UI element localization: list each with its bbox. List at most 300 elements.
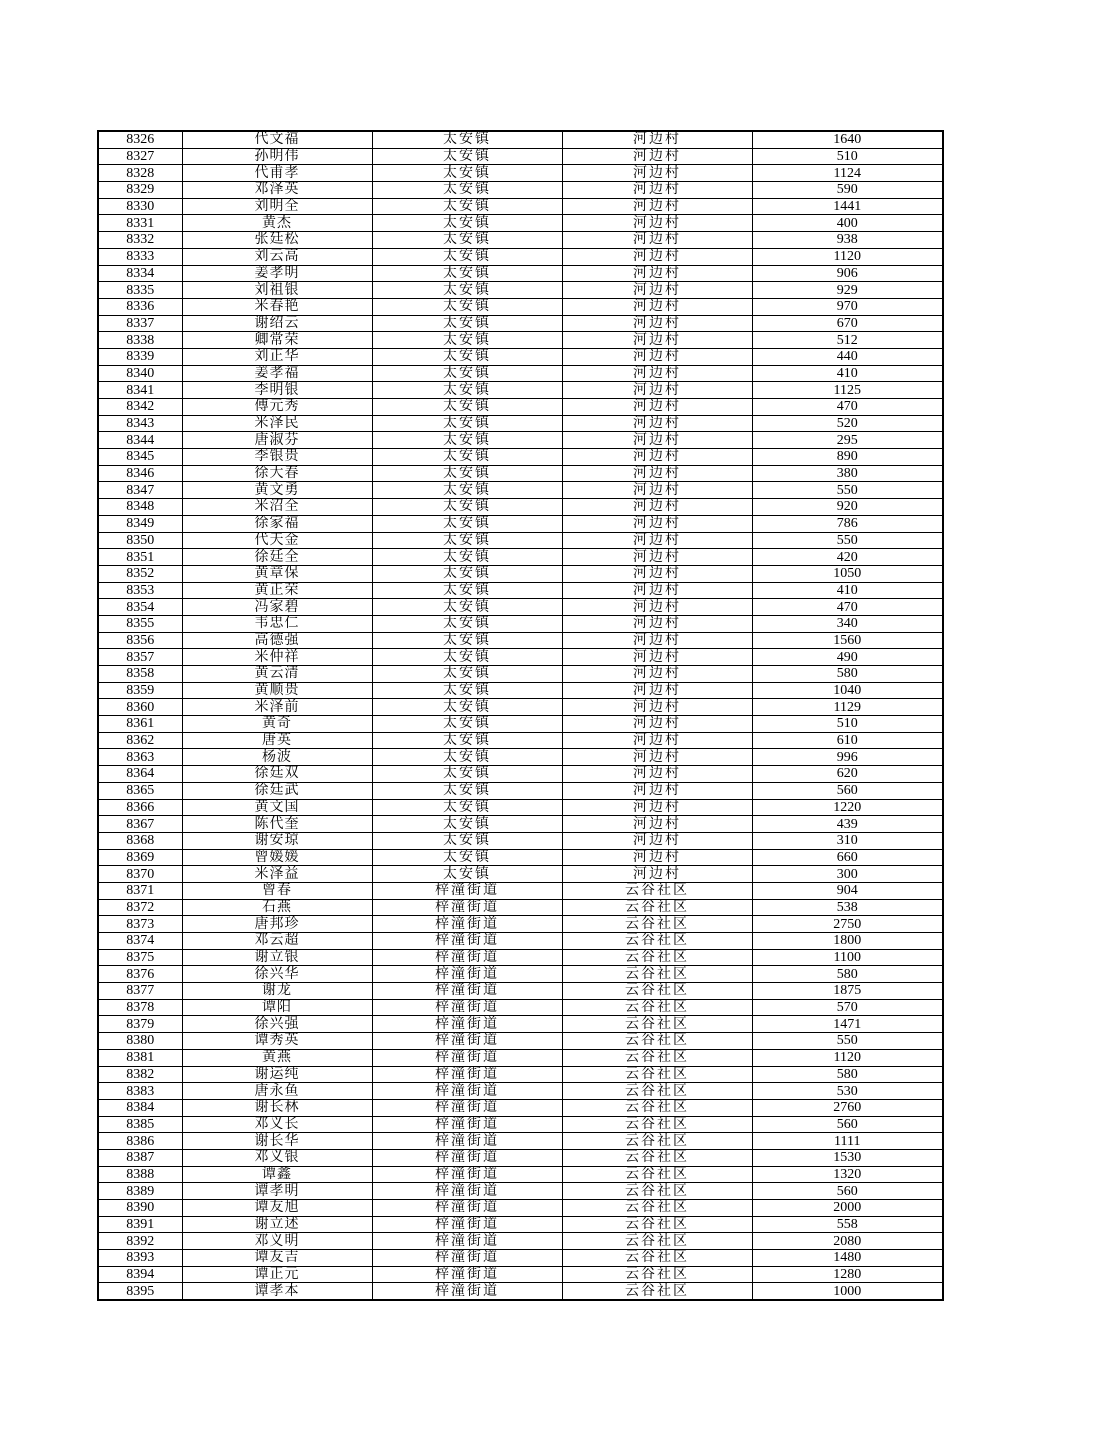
row-number-cell: 8380 bbox=[98, 1033, 182, 1050]
amount-cell: 560 bbox=[752, 1116, 943, 1133]
row-number-cell: 8384 bbox=[98, 1099, 182, 1116]
village-cell: 云谷社区 bbox=[562, 1250, 752, 1267]
town-cell: 太安镇 bbox=[372, 348, 562, 365]
name-cell: 黄云清 bbox=[182, 666, 372, 683]
village-cell: 云谷社区 bbox=[562, 983, 752, 1000]
row-number-cell: 8342 bbox=[98, 399, 182, 416]
name-cell: 谢绍云 bbox=[182, 315, 372, 332]
town-cell: 太安镇 bbox=[372, 298, 562, 315]
village-cell: 云谷社区 bbox=[562, 1116, 752, 1133]
town-cell: 梓潼街道 bbox=[372, 1033, 562, 1050]
row-number-cell: 8363 bbox=[98, 749, 182, 766]
amount-cell: 1640 bbox=[752, 131, 943, 148]
town-cell: 太安镇 bbox=[372, 365, 562, 382]
town-cell: 太安镇 bbox=[372, 515, 562, 532]
table-row bbox=[98, 849, 943, 866]
town-cell: 梓潼街道 bbox=[372, 882, 562, 899]
amount-cell: 1320 bbox=[752, 1166, 943, 1183]
row-number-cell: 8328 bbox=[98, 165, 182, 182]
village-cell: 河边村 bbox=[562, 732, 752, 749]
town-cell: 梓潼街道 bbox=[372, 1099, 562, 1116]
village-cell: 河边村 bbox=[562, 499, 752, 516]
amount-cell: 1120 bbox=[752, 248, 943, 265]
town-cell: 梓潼街道 bbox=[372, 1066, 562, 1083]
row-number-cell: 8371 bbox=[98, 882, 182, 899]
table-row bbox=[98, 1133, 943, 1150]
village-cell: 云谷社区 bbox=[562, 933, 752, 950]
amount-cell: 510 bbox=[752, 148, 943, 165]
table-row bbox=[98, 232, 943, 249]
town-cell: 太安镇 bbox=[372, 782, 562, 799]
name-cell: 黄燕 bbox=[182, 1049, 372, 1066]
row-number-cell: 8372 bbox=[98, 899, 182, 916]
amount-cell: 558 bbox=[752, 1216, 943, 1233]
town-cell: 太安镇 bbox=[372, 599, 562, 616]
amount-cell: 560 bbox=[752, 1183, 943, 1200]
row-number-cell: 8326 bbox=[98, 131, 182, 148]
village-cell: 河边村 bbox=[562, 215, 752, 232]
row-number-cell: 8346 bbox=[98, 465, 182, 482]
town-cell: 梓潼街道 bbox=[372, 999, 562, 1016]
amount-cell: 904 bbox=[752, 882, 943, 899]
row-number-cell: 8391 bbox=[98, 1216, 182, 1233]
table-row bbox=[98, 1116, 943, 1133]
village-cell: 河边村 bbox=[562, 766, 752, 783]
row-number-cell: 8345 bbox=[98, 449, 182, 466]
town-cell: 太安镇 bbox=[372, 148, 562, 165]
row-number-cell: 8335 bbox=[98, 282, 182, 299]
amount-cell: 510 bbox=[752, 716, 943, 733]
table-row bbox=[98, 1216, 943, 1233]
village-cell: 河边村 bbox=[562, 749, 752, 766]
town-cell: 太安镇 bbox=[372, 248, 562, 265]
village-cell: 云谷社区 bbox=[562, 1200, 752, 1217]
town-cell: 梓潼街道 bbox=[372, 1016, 562, 1033]
village-cell: 云谷社区 bbox=[562, 1033, 752, 1050]
name-cell: 刘云高 bbox=[182, 248, 372, 265]
amount-cell: 400 bbox=[752, 215, 943, 232]
table-row bbox=[98, 1200, 943, 1217]
row-number-cell: 8343 bbox=[98, 415, 182, 432]
table-row bbox=[98, 816, 943, 833]
amount-cell: 310 bbox=[752, 832, 943, 849]
town-cell: 太安镇 bbox=[372, 666, 562, 683]
table-row bbox=[98, 1283, 943, 1300]
village-cell: 河边村 bbox=[562, 315, 752, 332]
town-cell: 太安镇 bbox=[372, 449, 562, 466]
town-cell: 梓潼街道 bbox=[372, 1149, 562, 1166]
village-cell: 河边村 bbox=[562, 632, 752, 649]
amount-cell: 890 bbox=[752, 449, 943, 466]
village-cell: 河边村 bbox=[562, 265, 752, 282]
village-cell: 云谷社区 bbox=[562, 1266, 752, 1283]
amount-cell: 580 bbox=[752, 966, 943, 983]
town-cell: 梓潼街道 bbox=[372, 1049, 562, 1066]
table-row bbox=[98, 182, 943, 199]
table-row bbox=[98, 615, 943, 632]
town-cell: 梓潼街道 bbox=[372, 1083, 562, 1100]
village-cell: 云谷社区 bbox=[562, 1149, 752, 1166]
row-number-cell: 8336 bbox=[98, 298, 182, 315]
town-cell: 太安镇 bbox=[372, 565, 562, 582]
village-cell: 河边村 bbox=[562, 832, 752, 849]
amount-cell: 1111 bbox=[752, 1133, 943, 1150]
data-table bbox=[97, 130, 944, 1301]
amount-cell: 538 bbox=[752, 899, 943, 916]
name-cell: 黄杰 bbox=[182, 215, 372, 232]
name-cell: 姜孝福 bbox=[182, 365, 372, 382]
town-cell: 梓潼街道 bbox=[372, 1216, 562, 1233]
row-number-cell: 8368 bbox=[98, 832, 182, 849]
village-cell: 河边村 bbox=[562, 582, 752, 599]
table-row bbox=[98, 499, 943, 516]
town-cell: 太安镇 bbox=[372, 165, 562, 182]
row-number-cell: 8341 bbox=[98, 382, 182, 399]
amount-cell: 420 bbox=[752, 549, 943, 566]
village-cell: 云谷社区 bbox=[562, 1283, 752, 1300]
table-row bbox=[98, 415, 943, 432]
table-row bbox=[98, 515, 943, 532]
village-cell: 河边村 bbox=[562, 799, 752, 816]
row-number-cell: 8389 bbox=[98, 1183, 182, 1200]
town-cell: 太安镇 bbox=[372, 432, 562, 449]
village-cell: 云谷社区 bbox=[562, 966, 752, 983]
table-row bbox=[98, 332, 943, 349]
amount-cell: 1050 bbox=[752, 565, 943, 582]
table-row bbox=[98, 749, 943, 766]
name-cell: 谢安琼 bbox=[182, 832, 372, 849]
row-number-cell: 8355 bbox=[98, 615, 182, 632]
village-cell: 河边村 bbox=[562, 365, 752, 382]
name-cell: 孙明伟 bbox=[182, 148, 372, 165]
amount-cell: 670 bbox=[752, 315, 943, 332]
table-row bbox=[98, 1149, 943, 1166]
table-row bbox=[98, 399, 943, 416]
amount-cell: 1441 bbox=[752, 198, 943, 215]
table-row bbox=[98, 131, 943, 148]
row-number-cell: 8382 bbox=[98, 1066, 182, 1083]
town-cell: 太安镇 bbox=[372, 182, 562, 199]
village-cell: 河边村 bbox=[562, 198, 752, 215]
table-row bbox=[98, 582, 943, 599]
row-number-cell: 8383 bbox=[98, 1083, 182, 1100]
row-number-cell: 8388 bbox=[98, 1166, 182, 1183]
village-cell: 河边村 bbox=[562, 131, 752, 148]
village-cell: 河边村 bbox=[562, 182, 752, 199]
village-cell: 河边村 bbox=[562, 549, 752, 566]
row-number-cell: 8354 bbox=[98, 599, 182, 616]
row-number-cell: 8362 bbox=[98, 732, 182, 749]
village-cell: 云谷社区 bbox=[562, 1066, 752, 1083]
amount-cell: 1125 bbox=[752, 382, 943, 399]
town-cell: 太安镇 bbox=[372, 482, 562, 499]
town-cell: 太安镇 bbox=[372, 732, 562, 749]
village-cell: 河边村 bbox=[562, 399, 752, 416]
amount-cell: 570 bbox=[752, 999, 943, 1016]
town-cell: 太安镇 bbox=[372, 399, 562, 416]
village-cell: 云谷社区 bbox=[562, 882, 752, 899]
row-number-cell: 8357 bbox=[98, 649, 182, 666]
table-row bbox=[98, 766, 943, 783]
name-cell: 谭秀英 bbox=[182, 1033, 372, 1050]
table-row bbox=[98, 148, 943, 165]
town-cell: 太安镇 bbox=[372, 582, 562, 599]
amount-cell: 1220 bbox=[752, 799, 943, 816]
name-cell: 高德强 bbox=[182, 632, 372, 649]
amount-cell: 410 bbox=[752, 582, 943, 599]
amount-cell: 970 bbox=[752, 298, 943, 315]
name-cell: 唐邦珍 bbox=[182, 916, 372, 933]
name-cell: 张廷松 bbox=[182, 232, 372, 249]
table-row bbox=[98, 599, 943, 616]
name-cell: 米泽民 bbox=[182, 415, 372, 432]
name-cell: 刘明全 bbox=[182, 198, 372, 215]
table-row bbox=[98, 198, 943, 215]
table-body bbox=[98, 131, 943, 1300]
table-row bbox=[98, 716, 943, 733]
village-cell: 河边村 bbox=[562, 716, 752, 733]
table-row bbox=[98, 682, 943, 699]
village-cell: 云谷社区 bbox=[562, 999, 752, 1016]
table-row bbox=[98, 432, 943, 449]
amount-cell: 580 bbox=[752, 666, 943, 683]
amount-cell: 410 bbox=[752, 365, 943, 382]
village-cell: 河边村 bbox=[562, 482, 752, 499]
village-cell: 河边村 bbox=[562, 382, 752, 399]
table-row bbox=[98, 248, 943, 265]
table-row bbox=[98, 782, 943, 799]
row-number-cell: 8347 bbox=[98, 482, 182, 499]
table-row bbox=[98, 532, 943, 549]
name-cell: 李明银 bbox=[182, 382, 372, 399]
row-number-cell: 8350 bbox=[98, 532, 182, 549]
amount-cell: 1040 bbox=[752, 682, 943, 699]
town-cell: 梓潼街道 bbox=[372, 983, 562, 1000]
table-row bbox=[98, 549, 943, 566]
row-number-cell: 8329 bbox=[98, 182, 182, 199]
row-number-cell: 8364 bbox=[98, 766, 182, 783]
town-cell: 太安镇 bbox=[372, 649, 562, 666]
amount-cell: 2760 bbox=[752, 1099, 943, 1116]
row-number-cell: 8344 bbox=[98, 432, 182, 449]
table-row bbox=[98, 983, 943, 1000]
name-cell: 黄正荣 bbox=[182, 582, 372, 599]
town-cell: 梓潼街道 bbox=[372, 899, 562, 916]
name-cell: 米泽益 bbox=[182, 866, 372, 883]
table-row bbox=[98, 933, 943, 950]
table-row bbox=[98, 282, 943, 299]
name-cell: 徐家福 bbox=[182, 515, 372, 532]
table-row bbox=[98, 298, 943, 315]
amount-cell: 560 bbox=[752, 782, 943, 799]
amount-cell: 1480 bbox=[752, 1250, 943, 1267]
amount-cell: 929 bbox=[752, 282, 943, 299]
table-row bbox=[98, 699, 943, 716]
row-number-cell: 8392 bbox=[98, 1233, 182, 1250]
row-number-cell: 8376 bbox=[98, 966, 182, 983]
amount-cell: 470 bbox=[752, 599, 943, 616]
name-cell: 石燕 bbox=[182, 899, 372, 916]
amount-cell: 550 bbox=[752, 1033, 943, 1050]
table-row bbox=[98, 1250, 943, 1267]
town-cell: 梓潼街道 bbox=[372, 1266, 562, 1283]
amount-cell: 1530 bbox=[752, 1149, 943, 1166]
town-cell: 太安镇 bbox=[372, 282, 562, 299]
row-number-cell: 8360 bbox=[98, 699, 182, 716]
village-cell: 河边村 bbox=[562, 816, 752, 833]
name-cell: 唐永鱼 bbox=[182, 1083, 372, 1100]
name-cell: 谢立述 bbox=[182, 1216, 372, 1233]
town-cell: 太安镇 bbox=[372, 615, 562, 632]
amount-cell: 550 bbox=[752, 532, 943, 549]
village-cell: 云谷社区 bbox=[562, 1049, 752, 1066]
town-cell: 太安镇 bbox=[372, 499, 562, 516]
name-cell: 陈代奎 bbox=[182, 816, 372, 833]
row-number-cell: 8352 bbox=[98, 565, 182, 582]
name-cell: 谭友旭 bbox=[182, 1200, 372, 1217]
amount-cell: 300 bbox=[752, 866, 943, 883]
table-row bbox=[98, 265, 943, 282]
name-cell: 谢运纯 bbox=[182, 1066, 372, 1083]
table-row bbox=[98, 949, 943, 966]
name-cell: 徐兴华 bbox=[182, 966, 372, 983]
row-number-cell: 8366 bbox=[98, 799, 182, 816]
village-cell: 云谷社区 bbox=[562, 1216, 752, 1233]
town-cell: 太安镇 bbox=[372, 699, 562, 716]
row-number-cell: 8348 bbox=[98, 499, 182, 516]
village-cell: 云谷社区 bbox=[562, 1183, 752, 1200]
row-number-cell: 8381 bbox=[98, 1049, 182, 1066]
village-cell: 河边村 bbox=[562, 332, 752, 349]
row-number-cell: 8333 bbox=[98, 248, 182, 265]
name-cell: 米春艳 bbox=[182, 298, 372, 315]
village-cell: 云谷社区 bbox=[562, 899, 752, 916]
table-row bbox=[98, 1266, 943, 1283]
table-row bbox=[98, 866, 943, 883]
table-row bbox=[98, 482, 943, 499]
town-cell: 太安镇 bbox=[372, 415, 562, 432]
name-cell: 谭孝明 bbox=[182, 1183, 372, 1200]
amount-cell: 1000 bbox=[752, 1283, 943, 1300]
village-cell: 河边村 bbox=[562, 649, 752, 666]
name-cell: 徐廷武 bbox=[182, 782, 372, 799]
name-cell: 黄文勇 bbox=[182, 482, 372, 499]
amount-cell: 340 bbox=[752, 615, 943, 632]
table-row bbox=[98, 465, 943, 482]
name-cell: 李银贵 bbox=[182, 449, 372, 466]
row-number-cell: 8338 bbox=[98, 332, 182, 349]
row-number-cell: 8356 bbox=[98, 632, 182, 649]
amount-cell: 530 bbox=[752, 1083, 943, 1100]
name-cell: 谢龙 bbox=[182, 983, 372, 1000]
row-number-cell: 8332 bbox=[98, 232, 182, 249]
row-number-cell: 8340 bbox=[98, 365, 182, 382]
town-cell: 太安镇 bbox=[372, 632, 562, 649]
amount-cell: 1120 bbox=[752, 1049, 943, 1066]
town-cell: 太安镇 bbox=[372, 816, 562, 833]
town-cell: 梓潼街道 bbox=[372, 1200, 562, 1217]
village-cell: 云谷社区 bbox=[562, 1099, 752, 1116]
town-cell: 梓潼街道 bbox=[372, 1250, 562, 1267]
village-cell: 河边村 bbox=[562, 615, 752, 632]
row-number-cell: 8365 bbox=[98, 782, 182, 799]
name-cell: 谭孝本 bbox=[182, 1283, 372, 1300]
name-cell: 黄奇 bbox=[182, 716, 372, 733]
amount-cell: 439 bbox=[752, 816, 943, 833]
town-cell: 太安镇 bbox=[372, 382, 562, 399]
amount-cell: 786 bbox=[752, 515, 943, 532]
village-cell: 河边村 bbox=[562, 449, 752, 466]
town-cell: 梓潼街道 bbox=[372, 949, 562, 966]
amount-cell: 550 bbox=[752, 482, 943, 499]
amount-cell: 1875 bbox=[752, 983, 943, 1000]
town-cell: 梓潼街道 bbox=[372, 1133, 562, 1150]
town-cell: 太安镇 bbox=[372, 465, 562, 482]
town-cell: 太安镇 bbox=[372, 866, 562, 883]
table-row bbox=[98, 215, 943, 232]
name-cell: 杨波 bbox=[182, 749, 372, 766]
town-cell: 太安镇 bbox=[372, 749, 562, 766]
name-cell: 徐大春 bbox=[182, 465, 372, 482]
row-number-cell: 8337 bbox=[98, 315, 182, 332]
table-row bbox=[98, 632, 943, 649]
village-cell: 河边村 bbox=[562, 849, 752, 866]
village-cell: 河边村 bbox=[562, 682, 752, 699]
amount-cell: 620 bbox=[752, 766, 943, 783]
village-cell: 云谷社区 bbox=[562, 916, 752, 933]
name-cell: 唐淑芬 bbox=[182, 432, 372, 449]
row-number-cell: 8349 bbox=[98, 515, 182, 532]
town-cell: 太安镇 bbox=[372, 198, 562, 215]
town-cell: 太安镇 bbox=[372, 849, 562, 866]
name-cell: 曾春 bbox=[182, 882, 372, 899]
village-cell: 河边村 bbox=[562, 599, 752, 616]
row-number-cell: 8370 bbox=[98, 866, 182, 883]
name-cell: 黄章保 bbox=[182, 565, 372, 582]
village-cell: 云谷社区 bbox=[562, 949, 752, 966]
name-cell: 谢长林 bbox=[182, 1099, 372, 1116]
name-cell: 徐廷双 bbox=[182, 766, 372, 783]
village-cell: 河边村 bbox=[562, 532, 752, 549]
amount-cell: 938 bbox=[752, 232, 943, 249]
amount-cell: 1100 bbox=[752, 949, 943, 966]
row-number-cell: 8361 bbox=[98, 716, 182, 733]
amount-cell: 906 bbox=[752, 265, 943, 282]
name-cell: 邓泽英 bbox=[182, 182, 372, 199]
row-number-cell: 8386 bbox=[98, 1133, 182, 1150]
row-number-cell: 8390 bbox=[98, 1200, 182, 1217]
village-cell: 河边村 bbox=[562, 282, 752, 299]
name-cell: 谭正元 bbox=[182, 1266, 372, 1283]
amount-cell: 1280 bbox=[752, 1266, 943, 1283]
amount-cell: 1124 bbox=[752, 165, 943, 182]
name-cell: 卿常荣 bbox=[182, 332, 372, 349]
town-cell: 梓潼街道 bbox=[372, 1233, 562, 1250]
row-number-cell: 8387 bbox=[98, 1149, 182, 1166]
table-row bbox=[98, 1066, 943, 1083]
amount-cell: 590 bbox=[752, 182, 943, 199]
row-number-cell: 8367 bbox=[98, 816, 182, 833]
table-row bbox=[98, 899, 943, 916]
table-row bbox=[98, 365, 943, 382]
name-cell: 代天金 bbox=[182, 532, 372, 549]
town-cell: 太安镇 bbox=[372, 215, 562, 232]
village-cell: 河边村 bbox=[562, 165, 752, 182]
amount-cell: 580 bbox=[752, 1066, 943, 1083]
name-cell: 谭阳 bbox=[182, 999, 372, 1016]
town-cell: 太安镇 bbox=[372, 332, 562, 349]
town-cell: 梓潼街道 bbox=[372, 1283, 562, 1300]
